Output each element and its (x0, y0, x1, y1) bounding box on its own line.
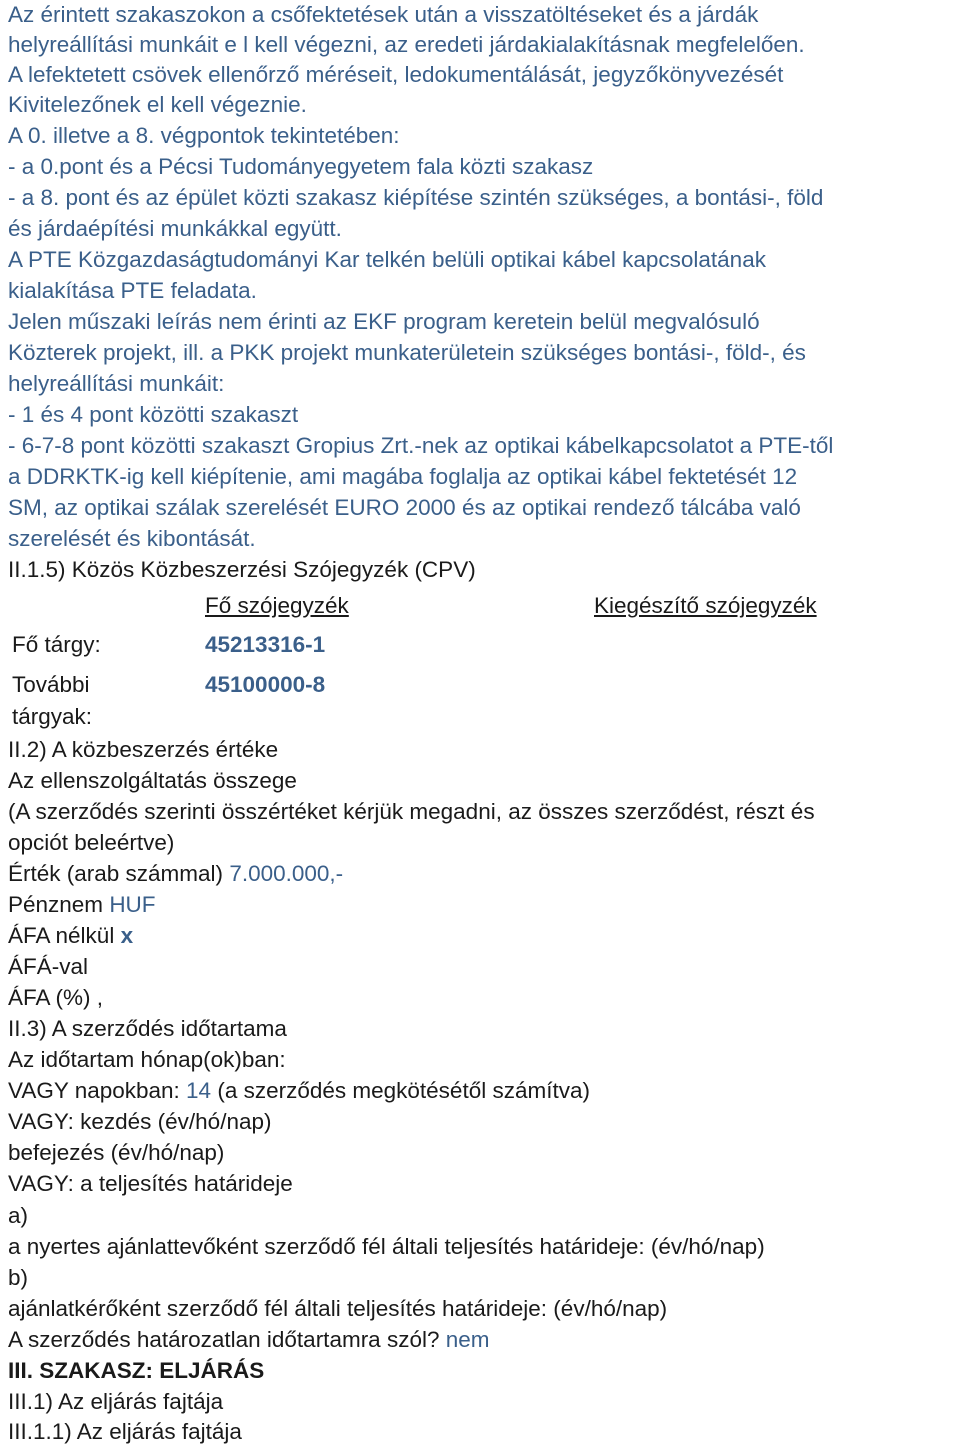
duration-b-text: ajánlatkérőként szerződő fél általi teljesítés határideje: (év/hó/nap) (8, 1296, 668, 1321)
intro-line-15-b: -nek az optikai kábelkapcsolatot a PTE-től (414, 433, 834, 458)
cpv-main-code: 45213316-1 (205, 632, 326, 657)
intro-line-16: a DDRKTK-ig kell kiépítenie, ami magába foglalja az optikai kábel fektetését 12 (8, 464, 798, 489)
value-vat-excl-label: ÁFA nélkül (8, 923, 121, 948)
duration-start: VAGY: kezdés (év/hó/nap) (8, 1109, 272, 1134)
value-vat-excl-row (8, 921, 133, 951)
procedure-sub-1: III.1) Az eljárás fajtája (8, 1389, 224, 1414)
duration-indefinite-label: A szerződés határozatlan időtartamra szól? (8, 1327, 446, 1352)
duration-indefinite-row (8, 1325, 490, 1355)
cpv-extra-column-header: Kiegészítő szójegyzék (594, 593, 817, 618)
value-note-1: (A szerződés szerinti összértéket kérjük megadni, az összes szerződést, részt és (8, 799, 815, 824)
cpv-main-column-header: Fő szójegyzék (205, 593, 349, 618)
value-vat-pct: ÁFA (%) , (8, 985, 104, 1010)
intro-line-15-a: - 6-7-8 pont közötti szakaszt Gropius Zrt. (8, 433, 415, 458)
duration-end: befejezés (év/hó/nap) (8, 1140, 225, 1165)
intro-line-10: kialakítása PTE feladata. (8, 278, 257, 303)
duration-indefinite: nem (445, 1327, 490, 1352)
cpv-heading: II.1.5) Közös Közbeszerzési Szójegyzék (CPV) (8, 557, 476, 582)
intro-line-17: SM, az optikai szálak szerelését EURO 2000 és az optikai rendező tálcába való (8, 495, 801, 520)
procedure-heading: III. SZAKASZ: ELJÁRÁS (8, 1358, 265, 1383)
value-amount-row (8, 859, 343, 889)
intro-line-2: helyreállítási munkáit e l kell végezni, az eredeti járdakialakításnak megfelelően. (8, 32, 805, 57)
duration-a: a) (8, 1203, 29, 1228)
intro-line-4: Kivitelezőnek el kell végeznie. (8, 92, 307, 117)
duration-a-text: a nyertes ajánlattevőként szerződő fél általi teljesítés határideje: (év/hó/nap) (8, 1234, 765, 1259)
value-currency: HUF (109, 892, 156, 917)
value-note-2: opciót beleértve) (8, 830, 175, 855)
value-currency-row (8, 890, 156, 920)
intro-line-15 (8, 431, 833, 461)
intro-line-6: - a 0.pont és a Pécsi Tudományegyetem fala közti szakasz (8, 154, 594, 179)
intro-line-13: helyreállítási munkáit: (8, 371, 225, 396)
cpv-more-label-1: További (12, 672, 90, 697)
intro-line-1: Az érintett szakaszokon a csőfektetések után a visszatöltéseket és a járdák (8, 2, 759, 27)
value-currency-label: Pénznem (8, 892, 110, 917)
intro-line-12-rest: a PKK projekt munkaterületein szükséges bontási-, föld-, és (204, 340, 806, 365)
procedure-sub-2: III.1.1) Az eljárás fajtája (8, 1419, 242, 1444)
duration-days: 14 (186, 1078, 212, 1103)
value-sum-label: Az ellenszolgáltatás összege (8, 768, 297, 793)
value-vat-excl-mark: x (120, 923, 134, 948)
intro-line-12-start: Közterek projekt, ill. (8, 340, 205, 365)
intro-line-11: Jelen műszaki leírás nem érinti az EKF program keretein belül megvalósuló (8, 309, 760, 334)
duration-deadline: VAGY: a teljesítés határideje (8, 1171, 293, 1196)
value-vat-incl: ÁFÁ-val (8, 954, 89, 979)
intro-line-18: szerelését és kibontását. (8, 526, 256, 551)
duration-days-suffix: (a szerződés megkötésétől számítva) (211, 1078, 590, 1103)
intro-line-12 (8, 338, 806, 368)
duration-b: b) (8, 1265, 29, 1290)
cpv-more-label-2: tárgyak: (12, 704, 93, 729)
duration-months: Az időtartam hónap(ok)ban: (8, 1047, 286, 1072)
intro-line-5: A 0. illetve a 8. végpontok tekintetében: (8, 123, 400, 148)
duration-days-label: VAGY napokban: (8, 1078, 187, 1103)
value-amount: 7.000.000,- (229, 861, 344, 886)
value-amount-label: Érték (arab számmal) (8, 861, 230, 886)
value-heading: II.2) A közbeszerzés értéke (8, 737, 279, 762)
intro-line-3: A lefektetett csövek ellenőrző méréseit, ledokumentálását, jegyzőkönyvezését (8, 62, 784, 87)
intro-line-14: - 1 és 4 pont közötti szakaszt (8, 402, 299, 427)
cpv-more-code: 45100000-8 (205, 672, 326, 697)
intro-line-7: - a 8. pont és az épület közti szakasz kiépítése szintén szükséges, a bontási-, föld (8, 185, 824, 210)
duration-heading: II.3) A szerződés időtartama (8, 1016, 287, 1041)
intro-line-8: és járdaépítési munkákkal együtt. (8, 216, 342, 241)
intro-line-9: A PTE Közgazdaságtudományi Kar telkén belüli optikai kábel kapcsolatának (8, 247, 766, 272)
cpv-main-label: Fő tárgy: (12, 632, 101, 657)
duration-days-row (8, 1076, 590, 1106)
